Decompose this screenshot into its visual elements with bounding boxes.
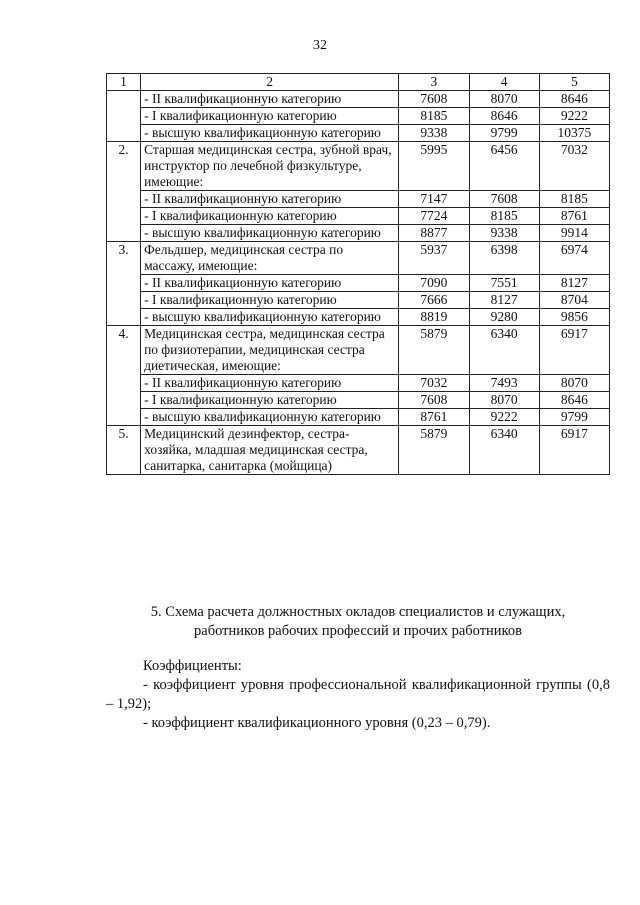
row-label: - высшую квалификационную категорию — [141, 409, 399, 426]
row-number: 2. — [107, 142, 141, 242]
section-heading-line2: работников рабочих профессий и прочих работников — [194, 623, 522, 639]
table-row — [107, 409, 610, 426]
table-row — [107, 142, 610, 191]
value-col5: 6974 — [539, 242, 609, 275]
row-label: - I квалификационную категорию — [141, 392, 399, 409]
table-row — [107, 426, 610, 475]
table-row — [107, 275, 610, 292]
header-cell-4: 4 — [469, 74, 539, 91]
row-label: - I квалификационную категорию — [141, 108, 399, 125]
value-col3: 8185 — [399, 108, 469, 125]
row-number: 4. — [107, 326, 141, 426]
value-col3: 5879 — [399, 426, 469, 475]
row-label: Медицинский дезинфектор, сестра-хозяйка, младшая медицинская сестра, санитарка, санитарка (мойщица) — [141, 426, 399, 475]
row-label: - высшую квалификационную категорию — [141, 225, 399, 242]
value-col4: 9280 — [469, 309, 539, 326]
row-label: - II квалификационную категорию — [141, 191, 399, 208]
value-col5: 9856 — [539, 309, 609, 326]
value-col5: 8704 — [539, 292, 609, 309]
value-col4: 7608 — [469, 191, 539, 208]
table-row — [107, 225, 610, 242]
table-row — [107, 208, 610, 225]
row-number: 3. — [107, 242, 141, 326]
value-col5: 8761 — [539, 208, 609, 225]
row-number: 5. — [107, 426, 141, 475]
coefficients-title: Коэффициенты: — [143, 658, 242, 674]
value-col4: 8185 — [469, 208, 539, 225]
value-col3: 7608 — [399, 392, 469, 409]
value-col4: 9222 — [469, 409, 539, 426]
value-col5: 9222 — [539, 108, 609, 125]
value-col5: 6917 — [539, 326, 609, 375]
value-col3: 7032 — [399, 375, 469, 392]
row-label: Медицинская сестра, медицинская сестра по физиотерапии, медицинская сестра диетическая, имеющие: — [141, 326, 399, 375]
value-col4: 6340 — [469, 326, 539, 375]
value-col5: 9914 — [539, 225, 609, 242]
header-cell-5: 5 — [539, 74, 609, 91]
section-heading-line1: 5. Схема расчета должностных окладов специалистов и служащих, — [150, 604, 566, 620]
row-number — [107, 91, 141, 142]
row-label: - II квалификационную категорию — [141, 375, 399, 392]
value-col5: 8185 — [539, 191, 609, 208]
header-cell-2: 2 — [141, 74, 399, 91]
value-col5: 9799 — [539, 409, 609, 426]
value-col3: 5879 — [399, 326, 469, 375]
value-col3: 8761 — [399, 409, 469, 426]
coefficients-block — [106, 657, 610, 733]
value-col3: 9338 — [399, 125, 469, 142]
table-row — [107, 292, 610, 309]
value-col3: 7608 — [399, 91, 469, 108]
table-row — [107, 326, 610, 375]
value-col4: 8646 — [469, 108, 539, 125]
value-col5: 8646 — [539, 392, 609, 409]
coefficient-item-2: - коэффициент квалификационного уровня (0,23 – 0,79). — [143, 715, 491, 731]
header-cell-3: 3 — [399, 74, 469, 91]
table-row — [107, 242, 610, 275]
value-col4: 6456 — [469, 142, 539, 191]
value-col5: 8127 — [539, 275, 609, 292]
value-col5: 8646 — [539, 91, 609, 108]
value-col3: 8819 — [399, 309, 469, 326]
value-col4: 8070 — [469, 91, 539, 108]
value-col4: 9338 — [469, 225, 539, 242]
row-label: - II квалификационную категорию — [141, 275, 399, 292]
header-cell-1: 1 — [107, 74, 141, 91]
value-col5: 10375 — [539, 125, 609, 142]
table-row — [107, 392, 610, 409]
table-row — [107, 375, 610, 392]
coefficient-item-1: - коэффициент уровня профессиональной квалификационной группы (0,8 – 1,92); — [106, 677, 610, 712]
value-col3: 8877 — [399, 225, 469, 242]
value-col5: 8070 — [539, 375, 609, 392]
value-col3: 5995 — [399, 142, 469, 191]
row-label: - высшую квалификационную категорию — [141, 309, 399, 326]
row-label: - высшую квалификационную категорию — [141, 125, 399, 142]
row-label: - I квалификационную категорию — [141, 208, 399, 225]
value-col3: 7090 — [399, 275, 469, 292]
row-label: - I квалификационную категорию — [141, 292, 399, 309]
value-col4: 8070 — [469, 392, 539, 409]
salary-table — [106, 73, 610, 475]
row-label: Старшая медицинская сестра, зубной врач, инструктор по лечебной физкультуре, имеющие: — [141, 142, 399, 191]
value-col4: 8127 — [469, 292, 539, 309]
value-col3: 7666 — [399, 292, 469, 309]
table-header-row — [107, 74, 610, 91]
section-heading — [106, 603, 610, 641]
value-col5: 7032 — [539, 142, 609, 191]
table-row — [107, 108, 610, 125]
value-col4: 6398 — [469, 242, 539, 275]
row-label: Фельдшер, медицинская сестра по массажу, имеющие: — [141, 242, 399, 275]
table-row — [107, 309, 610, 326]
value-col3: 7724 — [399, 208, 469, 225]
value-col3: 5937 — [399, 242, 469, 275]
value-col4: 9799 — [469, 125, 539, 142]
table-row — [107, 125, 610, 142]
page-number: 32 — [313, 38, 327, 53]
table-row — [107, 191, 610, 208]
value-col4: 7493 — [469, 375, 539, 392]
table-row — [107, 91, 610, 108]
value-col4: 7551 — [469, 275, 539, 292]
value-col4: 6340 — [469, 426, 539, 475]
value-col5: 6917 — [539, 426, 609, 475]
row-label: - II квалификационную категорию — [141, 91, 399, 108]
value-col3: 7147 — [399, 191, 469, 208]
